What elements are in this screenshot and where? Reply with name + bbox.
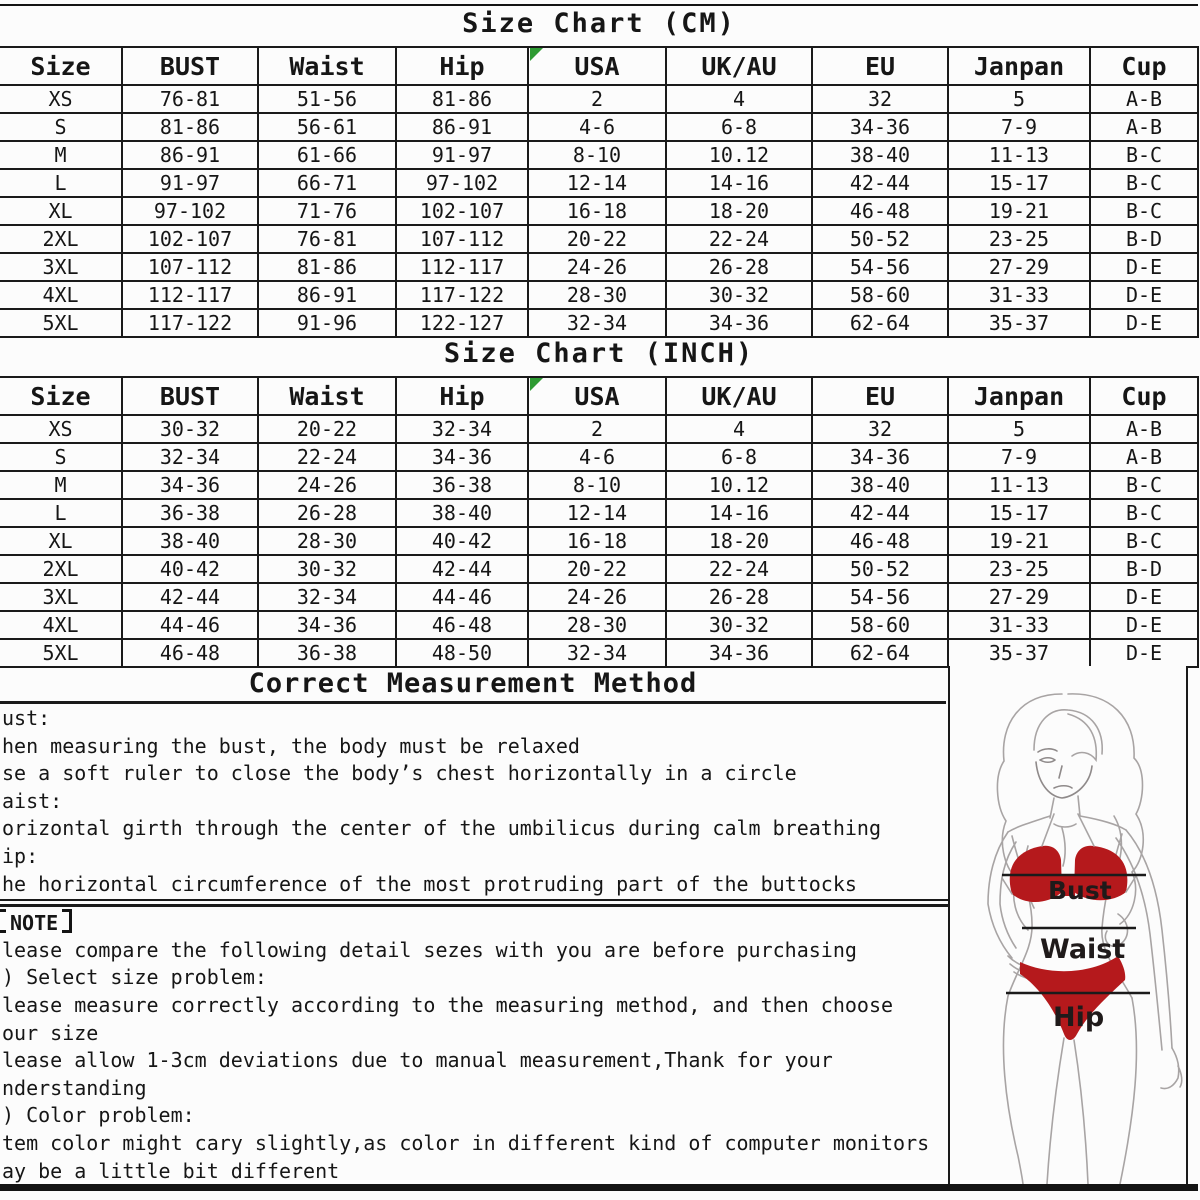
- measurement-cell: 112-117: [396, 253, 528, 281]
- measurement-cell: D-E: [1090, 281, 1198, 309]
- size-row: [0, 611, 1198, 639]
- measurement-cell: 18-20: [666, 527, 812, 555]
- cell-corner-flag-icon: [530, 378, 543, 391]
- cm-chart-title: Size Chart (CM): [462, 8, 736, 39]
- measurement-cell: 4-6: [528, 113, 666, 141]
- measurement-cell: 32-34: [258, 583, 396, 611]
- column-header: Waist: [258, 47, 396, 85]
- measurement-cell: 42-44: [396, 555, 528, 583]
- size-table: [0, 46, 1199, 338]
- measurement-cell: 30-32: [122, 415, 258, 443]
- column-header: UK/AU: [666, 47, 812, 85]
- note-divider-line: [0, 899, 948, 907]
- method-text-line: ) Color problem:: [2, 1103, 195, 1128]
- size-row: [0, 85, 1198, 113]
- measurement-cell: B-D: [1090, 225, 1198, 253]
- measurement-cell: 34-36: [666, 639, 812, 667]
- method-text-line: lease allow 1-3cm deviations due to manual measurement,Thank for your: [2, 1048, 833, 1073]
- face-line-art: [1036, 749, 1092, 798]
- size-name-cell: M: [0, 141, 122, 169]
- measurement-cell: 11-13: [948, 141, 1090, 169]
- size-name-cell: XL: [0, 197, 122, 225]
- measurement-cell: 66-71: [258, 169, 396, 197]
- measurement-cell: 30-32: [258, 555, 396, 583]
- method-text-line: nderstanding: [2, 1075, 147, 1100]
- measurement-cell: 14-16: [666, 169, 812, 197]
- measurement-cell: 58-60: [812, 281, 948, 309]
- top-border-line: [0, 4, 1198, 6]
- size-name-cell: 4XL: [0, 611, 122, 639]
- method-text-line: lease measure correctly according to the measuring method, and then choose: [2, 992, 894, 1017]
- bust-label: Bust: [1048, 876, 1112, 905]
- measurement-cell: B-C: [1090, 527, 1198, 555]
- measurement-cell: 30-32: [666, 281, 812, 309]
- size-row: [0, 169, 1198, 197]
- measurement-cell: 24-26: [258, 471, 396, 499]
- measurement-cell: 34-36: [812, 443, 948, 471]
- measurement-figure-box: [948, 666, 1188, 1184]
- measurement-cell: 22-24: [258, 443, 396, 471]
- measurement-cell: 86-91: [258, 281, 396, 309]
- size-row: [0, 527, 1198, 555]
- method-text-line: tem color might cary slightly,as color in different kind of computer monitors: [2, 1130, 930, 1155]
- measurement-cell: 34-36: [812, 113, 948, 141]
- method-text-line: hen measuring the bust, the body must be relaxed: [2, 733, 580, 758]
- measurement-cell: 46-48: [396, 611, 528, 639]
- measurement-cell: 28-30: [528, 281, 666, 309]
- method-text-line: lease compare the following detail sezes with you are before purchasing: [2, 937, 857, 962]
- measurement-cell: 54-56: [812, 253, 948, 281]
- measurement-cell: 5: [948, 415, 1090, 443]
- measurement-cell: 26-28: [258, 499, 396, 527]
- column-header: Cup: [1090, 47, 1198, 85]
- measurement-cell: 24-26: [528, 253, 666, 281]
- column-header: EU: [812, 47, 948, 85]
- measurement-cell: 34-36: [396, 443, 528, 471]
- hip-label: Hip: [1053, 1002, 1105, 1033]
- measurement-cell: 26-28: [666, 253, 812, 281]
- measurement-cell: 36-38: [258, 639, 396, 667]
- measurement-cell: 56-61: [258, 113, 396, 141]
- measurement-cell: 91-97: [396, 141, 528, 169]
- method-text-line: orizontal girth through the center of the umbilicus during calm breathing: [2, 816, 881, 841]
- size-row: [0, 499, 1198, 527]
- measurement-cell: 86-91: [122, 141, 258, 169]
- size-row: [0, 225, 1198, 253]
- measurement-cell: 38-40: [396, 499, 528, 527]
- measurement-cell: 32-34: [396, 415, 528, 443]
- measurement-cell: 19-21: [948, 197, 1090, 225]
- size-name-cell: 2XL: [0, 555, 122, 583]
- measurement-cell: 50-52: [812, 555, 948, 583]
- method-text-line: ay be a little bit different: [2, 1158, 340, 1183]
- measurement-cell: 4-6: [528, 443, 666, 471]
- measurement-cell: 24-26: [528, 583, 666, 611]
- measurement-cell: 31-33: [948, 281, 1090, 309]
- measurement-cell: 81-86: [122, 113, 258, 141]
- column-header: Hip: [396, 47, 528, 85]
- measurement-cell: 48-50: [396, 639, 528, 667]
- measurement-cell: A-B: [1090, 85, 1198, 113]
- measurement-cell: B-C: [1090, 141, 1198, 169]
- column-header: BUST: [122, 377, 258, 415]
- measurement-cell: 102-107: [396, 197, 528, 225]
- measurement-cell: 34-36: [258, 611, 396, 639]
- size-row: [0, 141, 1198, 169]
- size-name-cell: 5XL: [0, 639, 122, 667]
- inch-chart-title: Size Chart (INCH): [443, 338, 755, 369]
- measurement-cell: 50-52: [812, 225, 948, 253]
- measurement-cell: 76-81: [122, 85, 258, 113]
- waist-label: Waist: [1040, 934, 1126, 965]
- measurement-cell: 97-102: [122, 197, 258, 225]
- note-body-lines: [2, 937, 946, 1185]
- measurement-cell: 20-22: [258, 415, 396, 443]
- header-row: [0, 47, 1198, 85]
- measurement-cell: 10.12: [666, 471, 812, 499]
- column-header: EU: [812, 377, 948, 415]
- size-name-cell: XS: [0, 415, 122, 443]
- measurement-cell: 32: [812, 415, 948, 443]
- left-lenticular-bracket-icon: [0, 909, 6, 933]
- measurement-cell: A-B: [1090, 415, 1198, 443]
- method-text-line: aist:: [2, 788, 63, 813]
- size-name-cell: 4XL: [0, 281, 122, 309]
- method-text-line: ) Select size problem:: [2, 965, 267, 990]
- measurement-cell: B-C: [1090, 471, 1198, 499]
- measurement-cell: B-D: [1090, 555, 1198, 583]
- measurement-cell: 20-22: [528, 225, 666, 253]
- measurement-cell: 8-10: [528, 141, 666, 169]
- measurement-cell: 44-46: [396, 583, 528, 611]
- size-row: [0, 415, 1198, 443]
- measurement-cell: 20-22: [528, 555, 666, 583]
- measurement-cell: 86-91: [396, 113, 528, 141]
- size-name-cell: S: [0, 113, 122, 141]
- size-name-cell: L: [0, 499, 122, 527]
- measurement-cell: 36-38: [396, 471, 528, 499]
- measurement-cell: 42-44: [812, 499, 948, 527]
- measurement-cell: 10.12: [666, 141, 812, 169]
- measurement-cell: B-C: [1090, 169, 1198, 197]
- measurement-cell: 27-29: [948, 253, 1090, 281]
- measurement-cell: 16-18: [528, 197, 666, 225]
- measurement-cell: 36-38: [122, 499, 258, 527]
- measurement-cell: 102-107: [122, 225, 258, 253]
- measurement-cell: 7-9: [948, 113, 1090, 141]
- size-row: [0, 309, 1198, 337]
- column-header: Size: [0, 47, 122, 85]
- size-row: [0, 281, 1198, 309]
- size-name-cell: M: [0, 471, 122, 499]
- size-row: [0, 443, 1198, 471]
- measurement-cell: 11-13: [948, 471, 1090, 499]
- measurement-cell: D-E: [1090, 583, 1198, 611]
- column-header: Size: [0, 377, 122, 415]
- column-header: BUST: [122, 47, 258, 85]
- hair-line-art: [997, 694, 1143, 946]
- header-row: [0, 377, 1198, 415]
- size-name-cell: XL: [0, 527, 122, 555]
- measurement-cell: 32-34: [528, 639, 666, 667]
- measurement-cell: 12-14: [528, 499, 666, 527]
- measurement-cell: 8-10: [528, 471, 666, 499]
- note-heading-label: NOTE: [10, 911, 59, 936]
- size-name-cell: L: [0, 169, 122, 197]
- method-text-line: se a soft ruler to close the body’s chest horizontally in a circle: [2, 761, 797, 786]
- measurement-cell: 62-64: [812, 639, 948, 667]
- method-text-line: ust:: [2, 706, 51, 730]
- measurement-cell: 35-37: [948, 309, 1090, 337]
- size-table-inch: [0, 376, 1199, 668]
- body-measurement-illustration: [950, 666, 1186, 1184]
- measurement-cell: 7-9: [948, 443, 1090, 471]
- measurement-cell: 34-36: [666, 309, 812, 337]
- column-header: Janpan: [948, 47, 1090, 85]
- measurement-cell: 62-64: [812, 309, 948, 337]
- size-row: [0, 113, 1198, 141]
- column-header: UK/AU: [666, 377, 812, 415]
- column-header: Cup: [1090, 377, 1198, 415]
- measurement-cell: 14-16: [666, 499, 812, 527]
- measurement-cell: D-E: [1090, 253, 1198, 281]
- measurement-cell: 42-44: [122, 583, 258, 611]
- bottom-border-line: [0, 1184, 1198, 1191]
- measurement-cell: A-B: [1090, 443, 1198, 471]
- method-body-lines: [2, 705, 946, 898]
- measurement-cell: A-B: [1090, 113, 1198, 141]
- size-name-cell: 3XL: [0, 253, 122, 281]
- size-row: [0, 471, 1198, 499]
- measurement-cell: 22-24: [666, 555, 812, 583]
- measurement-cell: 34-36: [122, 471, 258, 499]
- size-row: [0, 253, 1198, 281]
- measurement-cell: 15-17: [948, 499, 1090, 527]
- size-row: [0, 639, 1198, 667]
- measurement-cell: 23-25: [948, 225, 1090, 253]
- measurement-cell: 22-24: [666, 225, 812, 253]
- size-name-cell: 3XL: [0, 583, 122, 611]
- measurement-cell: 32: [812, 85, 948, 113]
- measurement-cell: 30-32: [666, 611, 812, 639]
- measurement-cell: D-E: [1090, 639, 1198, 667]
- measurement-cell: 38-40: [122, 527, 258, 555]
- measurement-cell: 46-48: [812, 527, 948, 555]
- measurement-cell: D-E: [1090, 309, 1198, 337]
- measurement-cell: 6-8: [666, 113, 812, 141]
- measurement-cell: 40-42: [396, 527, 528, 555]
- measurement-cell: 58-60: [812, 611, 948, 639]
- measurement-cell: 46-48: [812, 197, 948, 225]
- measurement-cell: 97-102: [396, 169, 528, 197]
- measurement-cell: 42-44: [812, 169, 948, 197]
- column-header: Hip: [396, 377, 528, 415]
- method-text-line: he horizontal circumference of the most protruding part of the buttocks: [2, 871, 857, 896]
- measurement-cell: 31-33: [948, 611, 1090, 639]
- measurement-cell: 46-48: [122, 639, 258, 667]
- cell-corner-flag-icon: [530, 48, 543, 61]
- measurement-cell: 35-37: [948, 639, 1090, 667]
- measurement-cell: 91-96: [258, 309, 396, 337]
- measurement-cell: 6-8: [666, 443, 812, 471]
- measurement-cell: 117-122: [122, 309, 258, 337]
- measurement-method-title: Correct Measurement Method: [0, 666, 946, 704]
- measurement-cell: 38-40: [812, 471, 948, 499]
- method-text-line: ip:: [2, 843, 39, 868]
- measurement-cell: 23-25: [948, 555, 1090, 583]
- size-name-cell: XS: [0, 85, 122, 113]
- size-table: [0, 376, 1199, 668]
- measurement-cell: 81-86: [258, 253, 396, 281]
- measurement-cell: 40-42: [122, 555, 258, 583]
- right-lenticular-bracket-icon: [62, 909, 72, 933]
- measurement-cell: 54-56: [812, 583, 948, 611]
- size-row: [0, 555, 1198, 583]
- measurement-cell: 61-66: [258, 141, 396, 169]
- measurement-cell: 28-30: [258, 527, 396, 555]
- column-header: Waist: [258, 377, 396, 415]
- size-table-cm: [0, 46, 1199, 338]
- measurement-cell: 51-56: [258, 85, 396, 113]
- measurement-cell: 107-112: [396, 225, 528, 253]
- measurement-cell: 91-97: [122, 169, 258, 197]
- measurement-cell: 28-30: [528, 611, 666, 639]
- measurement-cell: B-C: [1090, 197, 1198, 225]
- size-name-cell: S: [0, 443, 122, 471]
- measurement-cell: 2: [528, 85, 666, 113]
- measurement-cell: 32-34: [122, 443, 258, 471]
- measurement-cell: 122-127: [396, 309, 528, 337]
- column-header: USA: [528, 377, 666, 415]
- measurement-cell: 76-81: [258, 225, 396, 253]
- measurement-cell: 15-17: [948, 169, 1090, 197]
- size-name-cell: 5XL: [0, 309, 122, 337]
- measurement-cell: 12-14: [528, 169, 666, 197]
- measurement-cell: 4: [666, 415, 812, 443]
- note-heading: [2, 909, 946, 937]
- measurement-cell: 27-29: [948, 583, 1090, 611]
- measurement-cell: 81-86: [396, 85, 528, 113]
- size-name-cell: 2XL: [0, 225, 122, 253]
- measurement-cell: 26-28: [666, 583, 812, 611]
- measurement-cell: 32-34: [528, 309, 666, 337]
- method-text-line: our size: [2, 1020, 99, 1045]
- measurement-cell: 112-117: [122, 281, 258, 309]
- measurement-cell: 18-20: [666, 197, 812, 225]
- measurement-cell: 71-76: [258, 197, 396, 225]
- measurement-cell: B-C: [1090, 499, 1198, 527]
- measurement-cell: 107-112: [122, 253, 258, 281]
- measurement-cell: 2: [528, 415, 666, 443]
- measurement-cell: 19-21: [948, 527, 1090, 555]
- size-row: [0, 583, 1198, 611]
- measurement-method-text: [2, 705, 946, 1185]
- size-row: [0, 197, 1198, 225]
- column-header: USA: [528, 47, 666, 85]
- measurement-cell: D-E: [1090, 611, 1198, 639]
- measurement-cell: 117-122: [396, 281, 528, 309]
- measurement-cell: 38-40: [812, 141, 948, 169]
- measurement-cell: 44-46: [122, 611, 258, 639]
- measurement-cell: 16-18: [528, 527, 666, 555]
- measurement-cell: 4: [666, 85, 812, 113]
- column-header: Janpan: [948, 377, 1090, 415]
- measurement-cell: 5: [948, 85, 1090, 113]
